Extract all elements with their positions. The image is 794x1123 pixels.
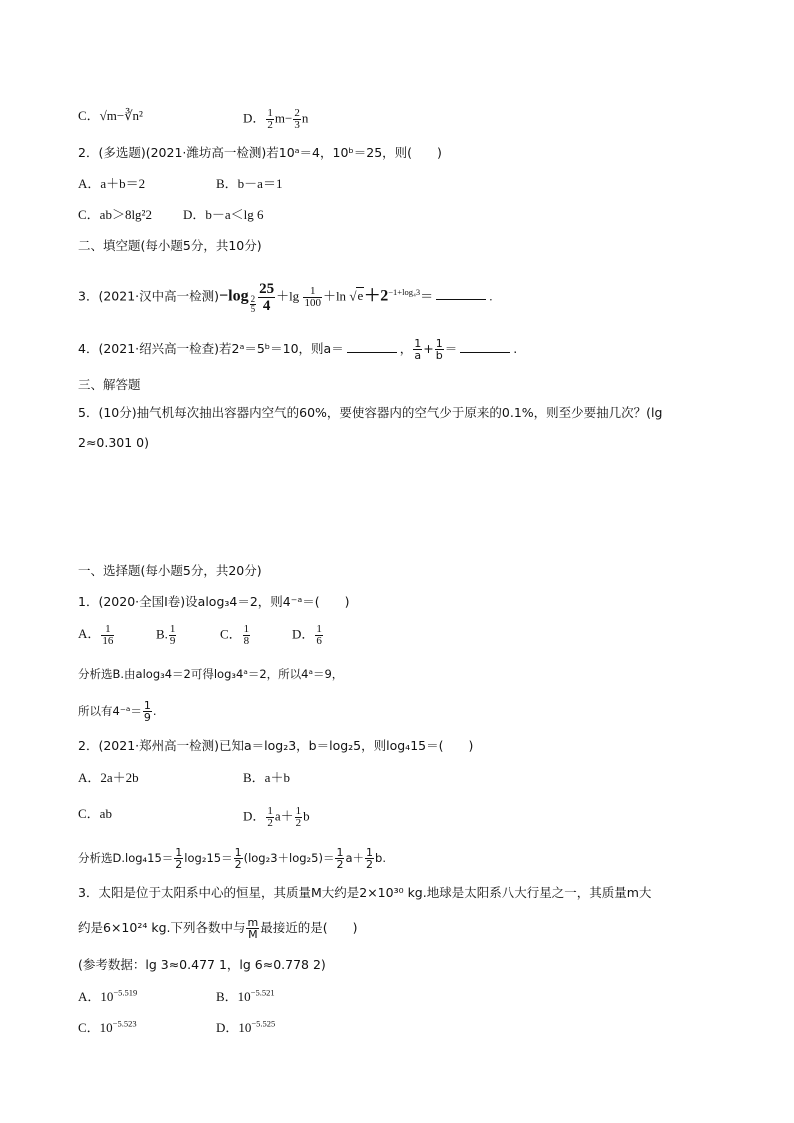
b-q3-option-c: C．$10^{-5.523}$: [78, 1018, 137, 1035]
b-q1-option-d: D． $\frac{1}{6}$: [292, 623, 322, 647]
fraction: $\frac{1}{9}$: [143, 699, 151, 724]
answer-blank-sum[interactable]: [460, 340, 510, 353]
b-q1-option-c: C． $\frac{1}{8}$: [220, 623, 250, 647]
q2-option-b: B．b－a＝1: [216, 176, 283, 191]
fraction: $\frac{1}{2}$: [336, 846, 344, 871]
q1-option-c: C．√m−∛n²: [78, 108, 143, 123]
b-q2-analysis: 分析选D.log₄15＝ $\frac{1}{2}$ log₂15＝ $\frac{1}{2}$ (log₂3＋log₂5)＝ $\frac{1}{2}$ a＋ $\frac{1}{2}$ b.: [78, 846, 386, 871]
b-q2-options-cd: [78, 805, 310, 829]
fraction: $\frac{2}{3}$: [294, 107, 300, 131]
fraction: $\frac{1}{2}$: [234, 846, 242, 871]
b-q3-options-ab: [78, 987, 275, 1005]
log-base-fraction: $\frac{2}{5}$: [250, 294, 256, 315]
b-q3-line-2: 约是6×10²⁴ kg.下列各数中与 $\frac{m}{M}$ 最接近的是( ): [78, 916, 358, 941]
b-q2-stem: 2．(2021·郑州高一检测)已知a＝log₂3，b＝log₂5，则log₄15＝( ): [78, 738, 474, 753]
b-q2-option-d: D． $\frac{1}{2}$ a＋ $\frac{1}{2}$ b: [243, 805, 310, 829]
b-q3-options-cd: [78, 1018, 276, 1036]
b-q2-options-ab: [78, 770, 290, 786]
q2-option-d: D．b－a＜lg 6: [183, 207, 264, 222]
b-q2-option-a: A．2a＋2b: [78, 770, 139, 785]
b-q1-option-a: A． $\frac{1}{16}$: [78, 623, 114, 647]
fraction: $\frac{1}{2}$: [175, 846, 183, 871]
b-q1-analysis-1: 分析选B.由alog₃4＝2可得log₃4ᵃ＝2，所以4ᵃ＝9，: [78, 667, 344, 681]
b-q2-option-b: B．a＋b: [243, 770, 290, 785]
answer-blank-a[interactable]: [347, 340, 397, 353]
b-q3-line-1: 3．太阳是位于太阳系中心的恒星，其质量M大约是2×10³⁰ kg.地球是太阳系八大行星之一，其质量m大: [78, 885, 652, 900]
section-answer-heading: 三、解答题: [78, 377, 141, 392]
fraction: $\frac{1}{2}$: [267, 805, 273, 829]
b-q3-option-d: D．$10^{-5.525}$: [216, 1018, 276, 1035]
fraction: $\frac{1}{b}$: [435, 337, 443, 362]
q2-options-cd: [78, 207, 264, 223]
fraction: $\frac{25}{4}$: [259, 281, 275, 314]
b-q1-analysis-2: 所以有4⁻ᵃ＝ $\frac{1}{9}$ .: [78, 699, 157, 724]
q3-fill-in: 3．(2021·汉中高一检测)−log $\frac{2}{5}$ $\frac{25}{4}$ ＋lg $\frac{1}{100}$ ＋ln $√e+2^{-1+log_43}=$ .: [78, 281, 493, 315]
b-q3-option-a: A．$10^{-5.519}$: [78, 987, 138, 1004]
fraction: $\frac{1}{2}$: [267, 107, 273, 131]
q4-fill-in: 4．(2021·绍兴高一检查)若2ᵃ＝5ᵇ＝10，则a＝ ， $\frac{1}{a}$ + $\frac{1}{b}$ ＝ .: [78, 337, 518, 362]
q2-option-a: A．a＋b＝2: [78, 176, 146, 191]
b-q1-stem: 1．(2020·全国Ⅰ卷)设alog₃4＝2，则4⁻ᵃ＝( ): [78, 594, 350, 609]
b-q2-option-c: C．ab: [78, 806, 112, 821]
fraction: $\frac{1}{2}$: [295, 805, 302, 829]
q5-line-1: 5．(10分)抽气机每次抽出容器内空气的60%，要使容器内的空气少于原来的0.1%，则至少要抽几次？(lg: [78, 405, 663, 420]
q1-option-c-line: [78, 107, 309, 131]
answer-blank[interactable]: [436, 287, 486, 300]
b-q3-reference: (参考数据：lg 3≈0.477 1，lg 6≈0.778 2): [78, 957, 326, 972]
q1-option-d: D． $\frac{1}{2}$ m− $\frac{2}{3}$ n: [243, 107, 309, 131]
b-q1-option-b: B. $\frac{1}{9}$: [156, 623, 176, 647]
q2-options-ab: [78, 176, 283, 192]
fraction: $\frac{1}{9}$: [169, 623, 176, 647]
section-choice-heading: 一、选择题(每小题5分，共20分): [78, 563, 262, 578]
fraction: $\frac{1}{100}$: [304, 285, 321, 309]
fraction: $\frac{1}{8}$: [243, 623, 250, 647]
fraction: $\frac{m}{M}$: [247, 916, 259, 941]
q5-line-2: 2≈0.301 0): [78, 435, 150, 450]
fraction: $\frac{1}{16}$: [102, 623, 114, 647]
q2-stem: 2．(多选题)(2021·潍坊高一检测)若10ᵃ＝4，10ᵇ＝25，则( ): [78, 145, 442, 160]
fraction: $\frac{1}{2}$: [366, 846, 374, 871]
q2-option-c: C．ab＞8lg²2: [78, 207, 152, 222]
fraction: $\frac{1}{a}$: [414, 337, 422, 362]
b-q3-option-b: B．$10^{-5.521}$: [216, 987, 275, 1004]
b-q1-options: [78, 623, 322, 647]
section-fill-in-heading: 二、填空题(每小题5分，共10分): [78, 238, 262, 253]
fraction: $\frac{1}{6}$: [316, 623, 322, 647]
